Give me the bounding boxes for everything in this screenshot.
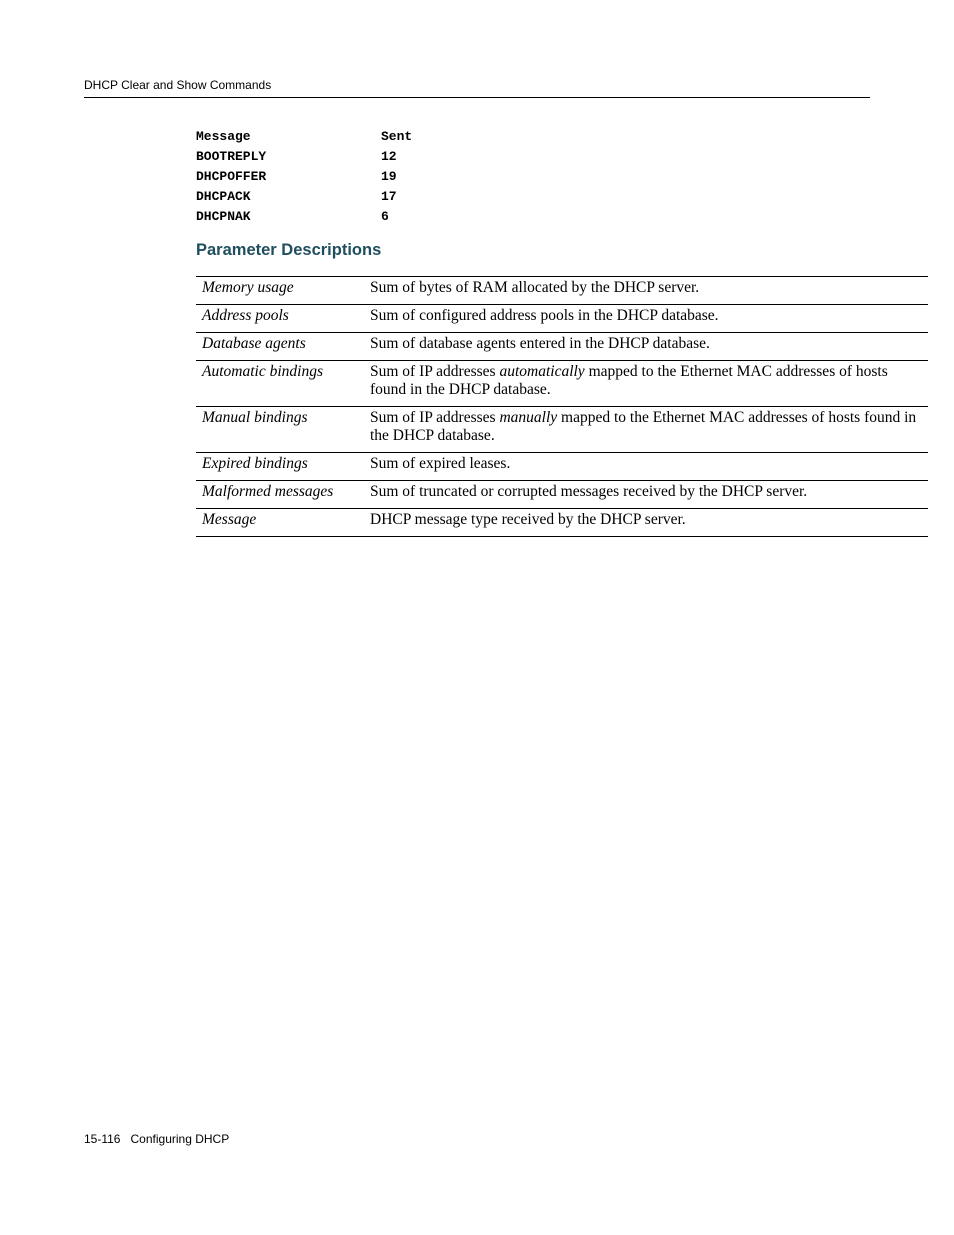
description-text: Sum of database agents entered in the DHCP database. bbox=[370, 335, 710, 352]
description-text: DHCP message type received by the DHCP server. bbox=[370, 511, 686, 528]
description-text: mapped to the Ethernet MAC addresses of hosts found in the DHCP database. bbox=[370, 409, 917, 444]
parameter-term: Manual bindings bbox=[196, 407, 364, 453]
code-row bbox=[196, 169, 412, 189]
table-row bbox=[196, 481, 928, 509]
page-number: 15-116 bbox=[84, 1132, 121, 1146]
code-row bbox=[196, 189, 412, 209]
table-row bbox=[196, 453, 928, 481]
parameter-description bbox=[364, 509, 928, 537]
parameter-term: Expired bindings bbox=[196, 453, 364, 481]
code-sent-count: 6 bbox=[381, 209, 389, 224]
description-text: Sum of bytes of RAM allocated by the DHCP server. bbox=[370, 279, 700, 296]
description-emphasis: automatically bbox=[499, 363, 585, 380]
table-row bbox=[196, 407, 928, 453]
code-header-row bbox=[196, 129, 412, 149]
table-row bbox=[196, 305, 928, 333]
description-emphasis: manually bbox=[499, 409, 558, 426]
table-row bbox=[196, 509, 928, 537]
description-text: mapped to the Ethernet MAC addresses of hosts found in the DHCP database. bbox=[370, 363, 888, 398]
running-footer bbox=[84, 1132, 229, 1146]
code-message-type: DHCPACK bbox=[196, 189, 251, 204]
parameter-table bbox=[196, 276, 928, 537]
parameter-description bbox=[364, 277, 928, 305]
parameter-term: Message bbox=[196, 509, 364, 537]
section-heading: Parameter Descriptions bbox=[196, 241, 382, 259]
description-text: Sum of IP addresses bbox=[370, 363, 500, 380]
code-sent-count: 19 bbox=[381, 169, 397, 184]
table-row bbox=[196, 333, 928, 361]
code-message-type: DHCPNAK bbox=[196, 209, 251, 224]
parameter-description bbox=[364, 453, 928, 481]
code-column-sent: Sent bbox=[381, 129, 413, 144]
parameter-term: Memory usage bbox=[196, 277, 364, 305]
code-row bbox=[196, 149, 412, 169]
code-sent-count: 12 bbox=[381, 149, 397, 164]
code-message-type: DHCPOFFER bbox=[196, 169, 267, 184]
parameter-description bbox=[364, 305, 928, 333]
description-text: Sum of truncated or corrupted messages received by the DHCP server. bbox=[370, 483, 808, 500]
code-sent-count: 17 bbox=[381, 189, 397, 204]
parameter-term: Malformed messages bbox=[196, 481, 364, 509]
parameter-description bbox=[364, 407, 928, 453]
code-row bbox=[196, 209, 412, 229]
description-text: Sum of IP addresses bbox=[370, 409, 500, 426]
running-header: DHCP Clear and Show Commands bbox=[84, 78, 272, 92]
parameter-term: Database agents bbox=[196, 333, 364, 361]
table-row bbox=[196, 361, 928, 407]
parameter-description bbox=[364, 481, 928, 509]
description-text: Sum of expired leases. bbox=[370, 455, 511, 472]
code-column-message: Message bbox=[196, 129, 251, 144]
parameter-description bbox=[364, 333, 928, 361]
parameter-term: Address pools bbox=[196, 305, 364, 333]
code-message-type: BOOTREPLY bbox=[196, 149, 267, 164]
chapter-title: Configuring DHCP bbox=[130, 1132, 230, 1146]
table-row bbox=[196, 277, 928, 305]
parameter-term: Automatic bindings bbox=[196, 361, 364, 407]
description-text: Sum of configured address pools in the DHCP database. bbox=[370, 307, 719, 324]
header-rule bbox=[84, 97, 870, 98]
parameter-description bbox=[364, 361, 928, 407]
code-output-block bbox=[196, 129, 412, 229]
